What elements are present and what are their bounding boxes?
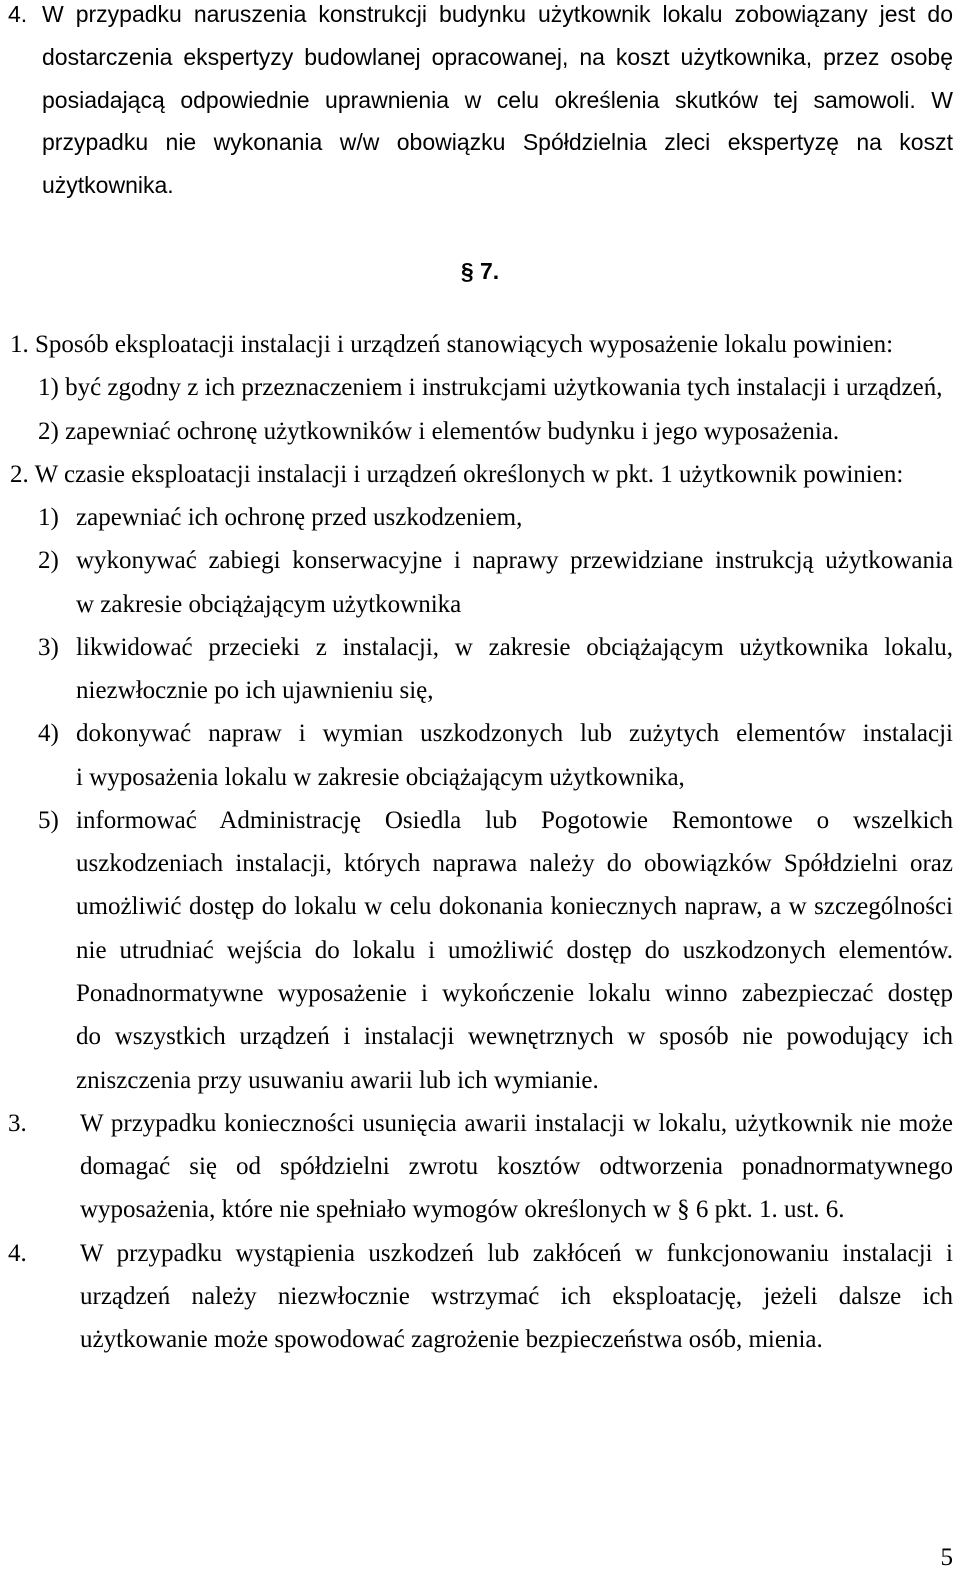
point-2-item-4 (0, 712, 960, 799)
text-line: wykonywać zabiegi konserwacyjne i naprawy przewidziane instrukcją użytkowania (76, 547, 953, 575)
item-number: 1) (38, 374, 59, 402)
text-line: użytkownika. (42, 172, 174, 198)
item-number: 1) (38, 504, 59, 532)
point-body (80, 1102, 953, 1232)
point-1-item-2 (0, 410, 960, 453)
text-line: w zakresie obciążającym użytkownika (76, 590, 462, 618)
point-text: Sposób eksploatacji instalacji i urządzeń stanowiących wyposażenie lokalu powinien: (35, 331, 894, 358)
text-line: i wyposażenia lokalu w zakresie obciążającym użytkownika, (76, 763, 685, 791)
point-1-item-1 (0, 366, 960, 409)
item-body (76, 539, 953, 626)
clause-body (42, 0, 953, 207)
item-text: być zgodny z ich przeznaczeniem i instrukcjami użytkowania tych instalacji i urządzeń, (65, 374, 943, 402)
point-2-item-3 (0, 626, 960, 713)
text-line: wyposażenia, które nie spełniało wymogów określonych w § 6 pkt. 1. ust. 6. (80, 1196, 845, 1224)
point-2-item-5 (0, 799, 960, 1102)
point-text: W czasie eksploatacji instalacji i urządzeń określonych w pkt. 1 użytkownik powinien: (34, 460, 904, 488)
text-line: zniszczenia przy usuwaniu awarii lub ich wymianie. (76, 1066, 599, 1094)
point-2-item-1 (0, 496, 960, 539)
item-number: 4) (38, 720, 59, 748)
text-line: dostarczenia ekspertyzy budowlanej opracowanej, na koszt użytkownika, przez osobę (42, 43, 953, 70)
text-line: przypadku nie wykonania w/w obowiązku Spółdzielnia zleci ekspertyzę na koszt (42, 129, 953, 156)
section-heading: § 7. (460, 258, 500, 284)
text-line: W przypadku naruszenia konstrukcji budynku użytkownik lokalu zobowiązany jest do (42, 1, 953, 27)
point-body (80, 1232, 953, 1362)
section-7-body (0, 323, 960, 1361)
text-line: niezwłocznie po ich ujawnieniu się, (76, 677, 434, 705)
point-4 (0, 1232, 960, 1362)
point-number: 4. (8, 1239, 27, 1267)
text-line: posiadającą odpowiednie uprawnienia w celu określenia skutków tej samowoli. W (42, 86, 953, 113)
text-line: nie utrudniać wejścia do lokalu i umożliwić dostęp do uszkodzonych elementów. (76, 936, 953, 964)
text-line: informować Administrację Osiedla lub Pogotowie Remontowe o wszelkich (76, 806, 953, 834)
page-number: 5 (940, 1544, 953, 1571)
point-2 (0, 453, 960, 496)
text-line: domagać się od spółdzielni zwrotu kosztów odtworzenia ponadnormatywnego (80, 1153, 953, 1181)
text-line: umożliwić dostęp do lokalu w celu dokonania koniecznych napraw, a w szczególności (76, 893, 953, 921)
point-number: 2. (10, 460, 29, 488)
clause-number: 4. (8, 1, 28, 27)
item-number: 5) (38, 806, 59, 834)
text-line: użytkowanie może spowodować zagrożenie bezpieczeństwa osób, mienia. (80, 1326, 823, 1354)
item-body (76, 626, 953, 713)
item-number: 2) (38, 417, 59, 445)
point-2-item-2 (0, 539, 960, 626)
text-line: uszkodzeniach instalacji, których naprawa należy do obowiązków Spółdzielni oraz (76, 850, 953, 878)
text-line: likwidować przecieki z instalacji, w zakresie obciążającym użytkownika lokalu, (76, 633, 953, 661)
text-line: dokonywać napraw i wymian uszkodzonych lub zużytych elementów instalacji (76, 720, 953, 748)
item-number: 2) (38, 547, 59, 575)
text-line: zapewniać ich ochronę przed uszkodzeniem, (76, 504, 523, 532)
item-text: zapewniać ochronę użytkowników i elementów budynku i jego wyposażenia. (65, 417, 840, 445)
text-line: Ponadnormatywne wyposażenie i wykończenie lokalu winno zabezpieczać dostęp (76, 979, 953, 1007)
item-number: 3) (38, 633, 59, 661)
point-3 (0, 1102, 960, 1232)
point-number: 3. (8, 1109, 27, 1137)
item-body (76, 712, 953, 799)
point-1 (0, 323, 960, 366)
text-line: W przypadku konieczności usunięcia awarii instalacji w lokalu, użytkownik nie może (80, 1109, 953, 1137)
text-line: W przypadku wystąpienia uszkodzeń lub zakłóceń w funkcjonowaniu instalacji i (80, 1239, 953, 1267)
text-line: do wszystkich urządzeń i instalacji wewnętrznych w sposób nie powodujący ich (76, 1023, 953, 1051)
item-body (76, 799, 953, 1102)
point-number: 1. (10, 331, 29, 358)
item-body (76, 496, 953, 539)
text-line: urządzeń należy niezwłocznie wstrzymać ich eksploatację, jeżeli dalsze ich (80, 1282, 953, 1310)
